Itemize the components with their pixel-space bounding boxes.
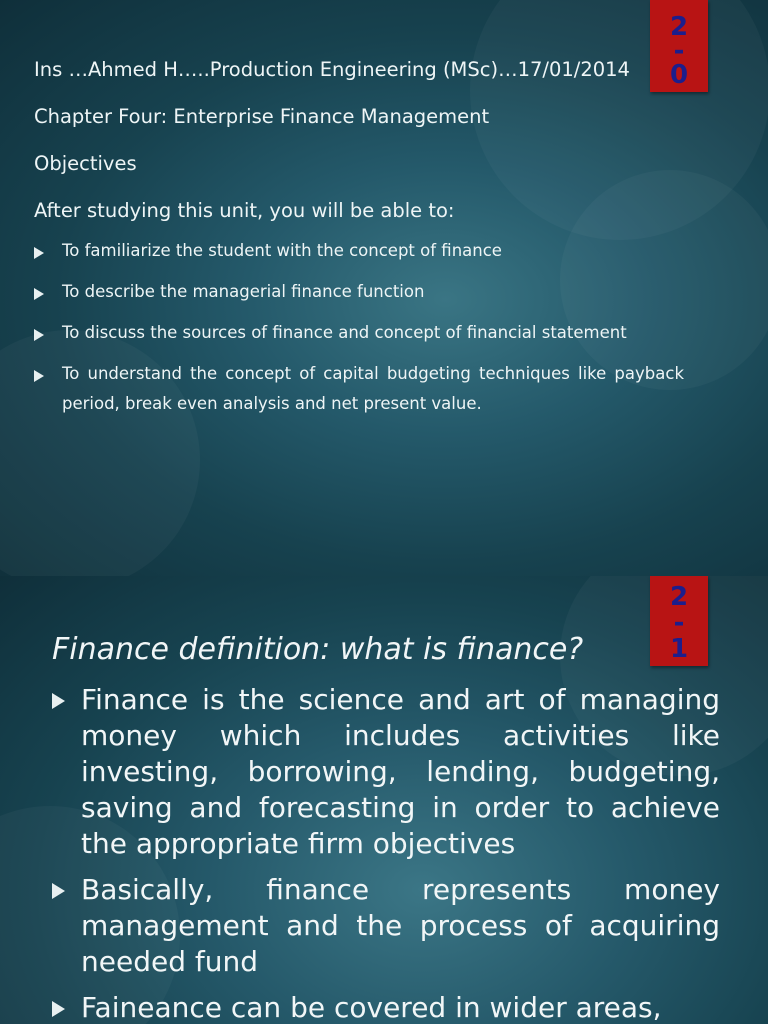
- list-item-text: To discuss the sources of finance and concept of financial statement: [62, 323, 627, 342]
- badge-digit: -: [673, 36, 685, 66]
- list-item-text: Faineance can be covered in wider areas,: [81, 991, 662, 1024]
- slide-number-badge: [650, 576, 708, 666]
- list-item: [52, 990, 720, 1024]
- bullet-triangle-icon: [52, 1001, 65, 1017]
- bullet-triangle-icon: [34, 247, 44, 259]
- list-item-text: Finance is the science and art of managing money which includes activities like investing, borrowing, lending, budgeting, saving and forecasting in order to achieve the appropriate firm objectives: [81, 683, 720, 860]
- list-item: [34, 359, 684, 419]
- bullet-triangle-icon: [34, 329, 44, 341]
- list-item: [34, 277, 684, 307]
- badge-digit: 2: [669, 582, 689, 612]
- header-line: Ins …Ahmed H…..Production Engineering (MSc)…17/01/2014: [34, 58, 630, 81]
- badge-digit: 0: [669, 60, 689, 90]
- list-item-text: To describe the managerial finance function: [62, 282, 425, 301]
- slide-2: [0, 576, 768, 1024]
- list-item-text: To understand the concept of capital budgeting techniques like payback period, break even analysis and net present value.: [62, 364, 684, 413]
- list-item: [52, 872, 720, 980]
- badge-digit: 1: [669, 634, 689, 664]
- list-item: [34, 236, 684, 266]
- objectives-list: [34, 236, 684, 430]
- badge-digit: 2: [669, 12, 689, 42]
- bullet-triangle-icon: [52, 883, 65, 899]
- chapter-title: Chapter Four: Enterprise Finance Management: [34, 105, 490, 128]
- definition-list: [52, 682, 720, 1024]
- list-item-text: To familiarize the student with the concept of finance: [62, 241, 502, 260]
- bullet-triangle-icon: [52, 693, 65, 709]
- slide-title: Finance definition: what is finance?: [52, 632, 584, 667]
- bullet-triangle-icon: [34, 288, 44, 300]
- intro-text: After studying this unit, you will be able to:: [34, 199, 455, 222]
- list-item-text: Basically, finance represents money management and the process of acquiring needed fund: [81, 873, 720, 978]
- bullet-triangle-icon: [34, 370, 44, 382]
- list-item: [34, 318, 684, 348]
- slide-number-badge: [650, 0, 708, 92]
- badge-digit: -: [673, 608, 685, 638]
- list-item: [52, 682, 720, 862]
- objectives-heading: Objectives: [34, 152, 137, 175]
